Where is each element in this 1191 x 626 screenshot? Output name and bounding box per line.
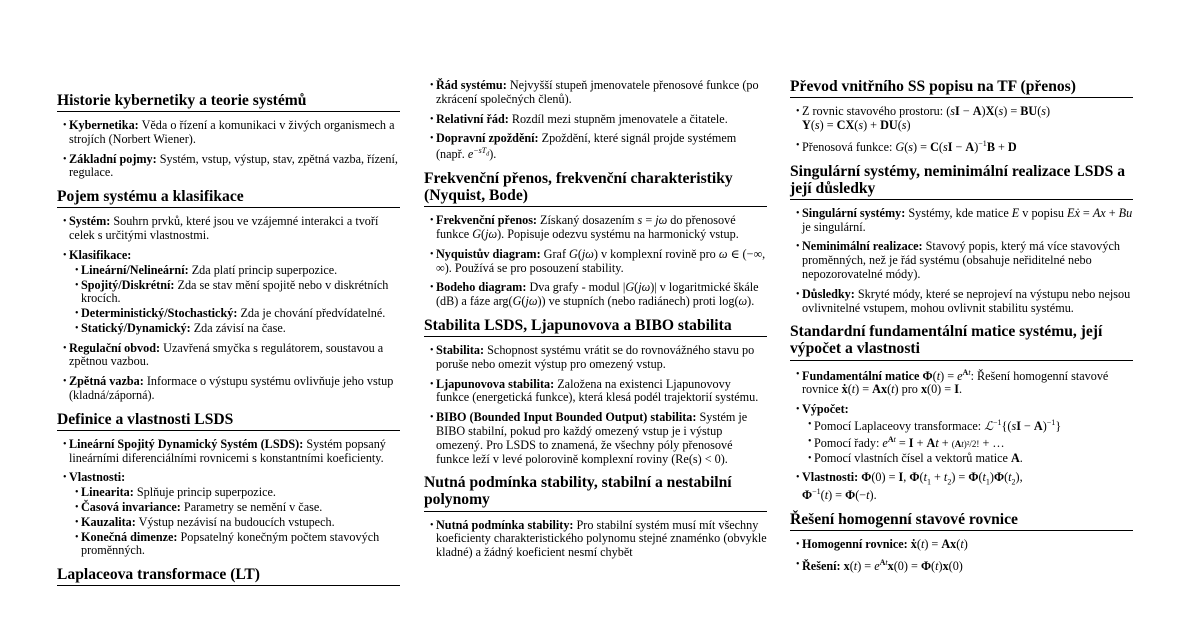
bullet-list	[790, 368, 1133, 503]
bullet-list	[790, 207, 1133, 315]
list-item: • Relativní řád: Rozdíl mezi stupněm jmenovatele a čitatele.	[430, 113, 767, 127]
list-item: • Pomocí vlastních čísel a vektorů matice A.	[808, 452, 1133, 466]
section-title: Historie kybernetiky a teorie systémů	[57, 92, 400, 112]
section-title: Pojem systému a klasifikace	[57, 188, 400, 208]
bullet-list	[57, 215, 400, 402]
list-item: • Důsledky: Skryté módy, které se neprojeví na výstupu nebo nejsou ovlivnitelné vstupem, mohou ovlivnit stabilitu systému.	[796, 288, 1133, 316]
list-item: • Spojitý/Diskrétní: Zda se stav mění spojitě nebo v diskrétních krocích.	[75, 279, 400, 307]
column-2	[424, 79, 767, 568]
bullet-list	[57, 438, 400, 558]
bullet-list	[424, 79, 767, 162]
section-title: Frekvenční přenos, frekvenční charakteristiky (Nyquist, Bode)	[424, 170, 767, 207]
list-item: • Lineární/Nelineární: Zda platí princip superpozice.	[75, 264, 400, 278]
list-item: • Fundamentální matice $\Phi(t) = e^{At}$: Řešení homogenní stavové rovnice ẋ(t) = Ax(t) pro x(0) = I.	[796, 368, 1133, 398]
list-item: • Kauzalita: Výstup nezávisí na budoucích vstupech.	[75, 516, 400, 530]
list-item: • Vlastnosti: • Linearita: Splňuje princip superpozice. • Časová invariance: Parametry se nemění v čase. • Kauzalita: Výstup nezávisí na budoucích vstupech. • Konečná dimenze: Popsatelný konečným počtem stavových proměnných.	[63, 471, 400, 558]
sub-list	[69, 486, 400, 558]
bullet-list	[424, 214, 767, 309]
section-title: Stabilita LSDS, Ljapunovova a BIBO stabilita	[424, 317, 767, 337]
bullet-list	[790, 538, 1133, 574]
column-3	[790, 78, 1133, 582]
list-item: • Linearita: Splňuje princip superpozice.	[75, 486, 400, 500]
list-item: • BIBO (Bounded Input Bounded Output) stabilita: Systém je BIBO stabilní, pokud pro každý omezený vstup je i výstup omezený. Pro LSDS to znamená, že všechny póly přenosové funkce leží v levé polorovině komplexní roviny (Re(s) < 0).	[430, 411, 767, 466]
list-item: • Neminimální realizace: Stavový popis, který má více stavových proměnných, než je řád systému (obsahuje neřiditelné nebo nepozorovatelné módy).	[796, 240, 1133, 281]
bullet-list	[57, 119, 400, 180]
list-item: • Systém: Souhrn prvků, které jsou ve vzájemné interakci a tvoří celek s určitými vlastnostmi.	[63, 215, 400, 243]
sub-list	[69, 264, 400, 336]
section-title: Řešení homogenní stavové rovnice	[790, 511, 1133, 531]
list-item: • Ljapunovova stabilita: Založena na existenci Ljapunovovy funkce (energetická funkce), která klesá podél trajektorií systému.	[430, 378, 767, 406]
list-item: • Řád systému: Nejvyšší stupeň jmenovatele přenosové funkce (po zkrácení společných členů).	[430, 79, 767, 107]
section-title: Standardní fundamentální matice systému, její výpočet a vlastnosti	[790, 323, 1133, 360]
bullet-list	[424, 519, 767, 560]
list-item: • Kybernetika: Věda o řízení a komunikaci v živých organismech a strojích (Norbert Wiener).	[63, 119, 400, 147]
list-item: • Pomocí Laplaceovy transformace: ℒ$^{-1}${(sI − A)$^{-1}$}	[808, 418, 1133, 434]
list-item: • Stabilita: Schopnost systému vrátit se do rovnovážného stavu po poruše nebo omezit výstup pro omezený vstup.	[430, 344, 767, 372]
sub-list	[802, 418, 1133, 465]
list-item: • Dopravní zpoždění: Zpoždění, které signál projde systémem (např. $e^{-sT_d}$).	[430, 132, 767, 162]
list-item: • Přenosová funkce: G(s) = C(sI − A)$^{-1}$B + D	[796, 139, 1133, 155]
list-item: • Zpětná vazba: Informace o výstupu systému ovlivňuje jeho vstup (kladná/záporná).	[63, 375, 400, 403]
column-1	[57, 92, 400, 593]
list-item: • Výpočet: • Pomocí Laplaceovy transformace: ℒ$^{-1}${(sI − A)$^{-1}$} • Pomocí řady: $e^{At} = I + At + (At)^2/2$! + … • Pomocí vlastních čísel a vektorů matice A.	[796, 403, 1133, 465]
list-item: • Frekvenční přenos: Získaný dosazením s = jω do přenosové funkce G(jω). Popisuje odezvu systému na harmonický vstup.	[430, 214, 767, 242]
section-title: Převod vnitřního SS popisu na TF (přenos)	[790, 78, 1133, 98]
list-item: • Regulační obvod: Uzavřená smyčka s regulátorem, soustavou a zpětnou vazbou.	[63, 342, 400, 370]
list-item: • Pomocí řady: $e^{At} = I + At + (At)^2/2$! + …	[808, 435, 1133, 451]
bullet-list	[424, 344, 767, 466]
bullet-list	[790, 105, 1133, 154]
list-item: • Základní pojmy: Systém, vstup, výstup, stav, zpětná vazba, řízení, regulace.	[63, 153, 400, 181]
section-title: Definice a vlastnosti LSDS	[57, 411, 400, 431]
list-item: • Řešení: $x(t) = e^{At}x(0) = \Phi(t)x(0)$	[796, 558, 1133, 574]
list-item: • Statický/Dynamický: Zda závisí na čase.	[75, 322, 400, 336]
list-item: • Klasifikace: • Lineární/Nelineární: Zda platí princip superpozice. • Spojitý/Diskrétní: Zda se stav mění spojitě nebo v diskrétních krocích. • Deterministický/Stochastický: Zda je chování předvídatelné. • Statický/Dynamický: Zda závisí na čase.	[63, 249, 400, 336]
list-item: • Lineární Spojitý Dynamický Systém (LSDS): Systém popsaný lineárními diferenciálními rovnicemi s konstantními koeficienty.	[63, 438, 400, 466]
list-item: • Nutná podmínka stability: Pro stabilní systém musí mít všechny koeficienty charakteristického polynomu stejné znaménko (obvykle kladné) a žádný koeficient nesmí chybět	[430, 519, 767, 560]
list-item: • Bodeho diagram: Dva grafy - modul |G(jω)| v logaritmické škále (dB) a fáze arg(G(jω)) ve stupních (nebo radiánech) proti log(ω).	[430, 281, 767, 309]
list-item: • Časová invariance: Parametry se nemění v čase.	[75, 501, 400, 515]
section-title: Nutná podmínka stability, stabilní a nestabilní polynomy	[424, 474, 767, 511]
list-item: • Deterministický/Stochastický: Zda je chování předvídatelné.	[75, 307, 400, 321]
list-item: • Homogenní rovnice: ẋ(t) = Ax(t)	[796, 538, 1133, 552]
list-item: • Vlastnosti: Φ(0) = I, $\Phi(t_1 + t_2) = \Phi(t_1)\Phi(t_2)$, $\Phi^{-1}(t) = \Phi(-t)$.	[796, 471, 1133, 502]
list-item: • Singulární systémy: Systémy, kde matice E v popisu Eẋ = Ax + Bu je singulární.	[796, 207, 1133, 235]
section-title: Singulární systémy, neminimální realizace LSDS a její důsledky	[790, 163, 1133, 200]
list-item: • Nyquistův diagram: Graf G(jω) v komplexní rovině pro ω ∈ (−∞, ∞). Používá se pro posouzení stability.	[430, 248, 767, 276]
list-item: • Z rovnic stavového prostoru: (sI − A)X(s) = BU(s) Y(s) = CX(s) + DU(s)	[796, 105, 1133, 133]
list-item: • Konečná dimenze: Popsatelný konečným počtem stavových proměnných.	[75, 531, 400, 559]
section-title: Laplaceova transformace (LT)	[57, 566, 400, 586]
